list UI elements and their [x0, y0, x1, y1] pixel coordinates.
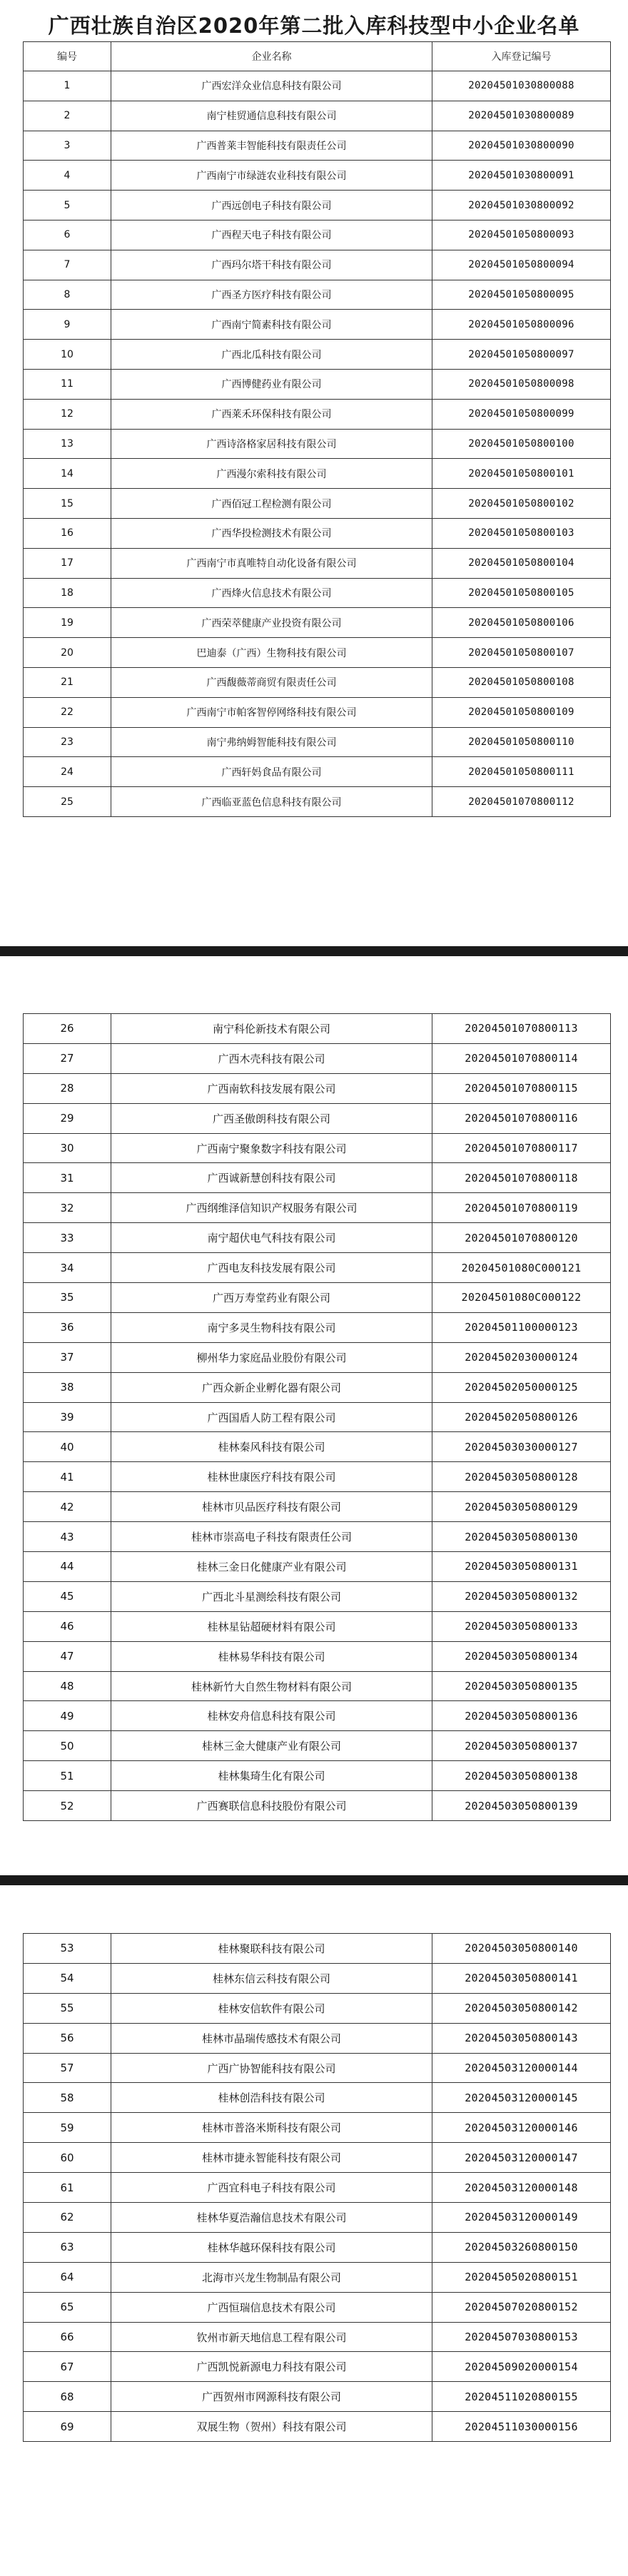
row-number: 62 [24, 2203, 111, 2233]
row-number: 14 [24, 459, 111, 489]
company-name: 桂林安舟信息科技有限公司 [111, 1701, 432, 1731]
registration-number: 20204503050800143 [432, 2023, 611, 2053]
registration-number: 20204501050800106 [432, 608, 611, 638]
company-table-part-2 [23, 1013, 611, 1821]
table-row [24, 727, 611, 757]
row-number: 10 [24, 340, 111, 370]
table-row [24, 1402, 611, 1432]
registration-number: 20204501050800093 [432, 220, 611, 250]
table-row [24, 1014, 611, 1044]
company-name: 桂林三金日化健康产业有限公司 [111, 1552, 432, 1582]
company-name: 北海市兴龙生物制品有限公司 [111, 2262, 432, 2292]
row-number: 59 [24, 2113, 111, 2143]
company-name: 桂林华夏浩瀚信息技术有限公司 [111, 2203, 432, 2233]
table-row [24, 697, 611, 727]
registration-number: 20204503260800150 [432, 2232, 611, 2262]
registration-number: 20204511030000156 [432, 2412, 611, 2442]
table-row [24, 1993, 611, 2023]
company-name: 广西漫尔索科技有限公司 [111, 459, 432, 489]
row-number: 20 [24, 638, 111, 668]
row-number: 64 [24, 2262, 111, 2292]
table-row [24, 1963, 611, 1993]
company-name: 广西宜科电子科技有限公司 [111, 2173, 432, 2203]
row-number: 58 [24, 2083, 111, 2113]
table-row [24, 2352, 611, 2382]
company-name: 广西北瓜科技有限公司 [111, 340, 432, 370]
table-row [24, 101, 611, 131]
table-row [24, 608, 611, 638]
table-row [24, 667, 611, 697]
company-name: 广西馥薇蒂商贸有限责任公司 [111, 667, 432, 697]
company-name: 南宁桂贸通信息科技有限公司 [111, 101, 432, 131]
company-name: 广西电友科技发展有限公司 [111, 1253, 432, 1283]
company-name: 广西南宁聚象数字科技有限公司 [111, 1133, 432, 1163]
table-row [24, 1342, 611, 1372]
row-number: 2 [24, 101, 111, 131]
company-name: 桂林市崇高电子科技有限责任公司 [111, 1522, 432, 1552]
registration-number: 20204505020800151 [432, 2262, 611, 2292]
registration-number: 20204503050800138 [432, 1761, 611, 1791]
registration-number: 20204501050800109 [432, 697, 611, 727]
table-row [24, 1043, 611, 1073]
company-name: 广西荣萃健康产业投资有限公司 [111, 608, 432, 638]
row-number: 48 [24, 1671, 111, 1701]
registration-number: 20204503050800130 [432, 1522, 611, 1552]
row-number: 34 [24, 1253, 111, 1283]
registration-number: 20204503050800128 [432, 1462, 611, 1492]
row-number: 38 [24, 1372, 111, 1402]
company-name: 广西临亚蓝色信息科技有限公司 [111, 787, 432, 817]
row-number: 25 [24, 787, 111, 817]
registration-number: 20204511020800155 [432, 2382, 611, 2412]
registration-number: 20204501050800107 [432, 638, 611, 668]
registration-number: 20204501050800108 [432, 667, 611, 697]
table-row [24, 191, 611, 220]
company-name: 桂林世康医疗科技有限公司 [111, 1462, 432, 1492]
table-row [24, 2232, 611, 2262]
table-row [24, 2143, 611, 2173]
company-name: 广西诗洛格家居科技有限公司 [111, 429, 432, 459]
table-row [24, 2322, 611, 2352]
row-number: 40 [24, 1432, 111, 1462]
row-number: 61 [24, 2173, 111, 2203]
row-number: 21 [24, 667, 111, 697]
row-number: 26 [24, 1014, 111, 1044]
row-number: 3 [24, 131, 111, 161]
company-name: 广西博健药业有限公司 [111, 369, 432, 399]
row-number: 15 [24, 489, 111, 519]
company-name: 广西北斗星测绘科技有限公司 [111, 1581, 432, 1611]
registration-number: 20204509020000154 [432, 2352, 611, 2382]
registration-number: 20204501080C000121 [432, 1253, 611, 1283]
registration-number: 20204502030000124 [432, 1342, 611, 1372]
company-name: 广西玛尔塔干科技有限公司 [111, 250, 432, 280]
table-row [24, 1731, 611, 1761]
table-row [24, 2173, 611, 2203]
registration-number: 20204501030800092 [432, 191, 611, 220]
table-row [24, 1133, 611, 1163]
registration-number: 20204507020800152 [432, 2292, 611, 2322]
row-number: 12 [24, 399, 111, 429]
table-row [24, 1522, 611, 1552]
registration-number: 20204501070800119 [432, 1193, 611, 1223]
table-row [24, 1791, 611, 1821]
row-number: 49 [24, 1701, 111, 1731]
table-row [24, 1103, 611, 1133]
table-row [24, 2203, 611, 2233]
table-row [24, 489, 611, 519]
row-number: 51 [24, 1761, 111, 1791]
registration-number: 20204503050800136 [432, 1701, 611, 1731]
registration-number: 20204501050800111 [432, 757, 611, 787]
company-name: 钦州市新天地信息工程有限公司 [111, 2322, 432, 2352]
registration-number: 20204501050800094 [432, 250, 611, 280]
table-row [24, 1372, 611, 1402]
row-number: 29 [24, 1103, 111, 1133]
registration-number: 20204503120000148 [432, 2173, 611, 2203]
row-number: 13 [24, 429, 111, 459]
company-name: 广西远创电子科技有限公司 [111, 191, 432, 220]
registration-number: 20204503120000146 [432, 2113, 611, 2143]
table-row [24, 1432, 611, 1462]
row-number: 5 [24, 191, 111, 220]
company-name: 柳州华力家庭品业股份有限公司 [111, 1342, 432, 1372]
company-name: 广西南宁市帕客智停网络科技有限公司 [111, 697, 432, 727]
company-name: 桂林东信云科技有限公司 [111, 1963, 432, 1993]
column-header-number: 编号 [24, 42, 111, 71]
row-number: 36 [24, 1312, 111, 1342]
registration-number: 20204503050800137 [432, 1731, 611, 1761]
registration-number: 20204501050800103 [432, 518, 611, 548]
row-number: 11 [24, 369, 111, 399]
table-row [24, 429, 611, 459]
table-row [24, 1312, 611, 1342]
company-name: 广西纲维泽信知识产权服务有限公司 [111, 1193, 432, 1223]
registration-number: 20204501050800104 [432, 548, 611, 578]
registration-number: 20204501050800105 [432, 578, 611, 608]
row-number: 39 [24, 1402, 111, 1432]
row-number: 60 [24, 2143, 111, 2173]
table-row [24, 2083, 611, 2113]
table-row [24, 340, 611, 370]
registration-number: 20204503120000144 [432, 2053, 611, 2083]
row-number: 44 [24, 1552, 111, 1582]
company-name: 广西万寿堂药业有限公司 [111, 1283, 432, 1313]
registration-number: 20204503050800140 [432, 1934, 611, 1964]
company-name: 桂林市贝品医疗科技有限公司 [111, 1492, 432, 1522]
row-number: 8 [24, 280, 111, 310]
row-number: 32 [24, 1193, 111, 1223]
table-row [24, 1073, 611, 1103]
row-number: 46 [24, 1611, 111, 1641]
row-number: 67 [24, 2352, 111, 2382]
company-name: 广西轩妈食品有限公司 [111, 757, 432, 787]
table-row [24, 1641, 611, 1671]
table-row [24, 71, 611, 101]
row-number: 31 [24, 1163, 111, 1193]
registration-number: 20204507030800153 [432, 2322, 611, 2352]
table-row [24, 2292, 611, 2322]
registration-number: 20204501070800116 [432, 1103, 611, 1133]
registration-number: 20204501050800102 [432, 489, 611, 519]
registration-number: 20204501100000123 [432, 1312, 611, 1342]
table-row [24, 1611, 611, 1641]
row-number: 50 [24, 1731, 111, 1761]
company-name: 桂林易华科技有限公司 [111, 1641, 432, 1671]
table-row [24, 1492, 611, 1522]
table-row [24, 1671, 611, 1701]
company-name: 巴迪泰（广西）生物科技有限公司 [111, 638, 432, 668]
company-name: 桂林三金大健康产业有限公司 [111, 1731, 432, 1761]
registration-number: 20204501030800089 [432, 101, 611, 131]
company-name: 双展生物（贺州）科技有限公司 [111, 2412, 432, 2442]
table-row [24, 1193, 611, 1223]
row-number: 63 [24, 2232, 111, 2262]
registration-number: 20204503120000147 [432, 2143, 611, 2173]
registration-number: 20204503050800142 [432, 1993, 611, 2023]
company-name: 桂林星钻超硬材料有限公司 [111, 1611, 432, 1641]
row-number: 24 [24, 757, 111, 787]
company-name: 广西赛联信息科技股份有限公司 [111, 1791, 432, 1821]
registration-number: 20204503030000127 [432, 1432, 611, 1462]
table-row [24, 161, 611, 191]
company-name: 桂林聚联科技有限公司 [111, 1934, 432, 1964]
table-header-row [24, 42, 611, 71]
registration-number: 20204501050800096 [432, 310, 611, 340]
registration-number: 20204501030800091 [432, 161, 611, 191]
company-name: 广西宏洋众业信息科技有限公司 [111, 71, 432, 101]
company-name: 广西广协智能科技有限公司 [111, 2053, 432, 2083]
registration-number: 20204503050800134 [432, 1641, 611, 1671]
row-number: 4 [24, 161, 111, 191]
registration-number: 20204501070800120 [432, 1223, 611, 1253]
registration-number: 20204501070800115 [432, 1073, 611, 1103]
company-name: 广西贺州市网源科技有限公司 [111, 2382, 432, 2412]
row-number: 6 [24, 220, 111, 250]
table-row [24, 518, 611, 548]
company-name: 广西恒瑞信息技术有限公司 [111, 2292, 432, 2322]
registration-number: 20204501050800099 [432, 399, 611, 429]
company-name: 桂林市晶瑞传感技术有限公司 [111, 2023, 432, 2053]
page-separator [0, 1875, 628, 1885]
table-row [24, 638, 611, 668]
table-row [24, 1253, 611, 1283]
table-row [24, 2023, 611, 2053]
registration-number: 20204501030800090 [432, 131, 611, 161]
table-row [24, 1223, 611, 1253]
table-row [24, 1581, 611, 1611]
row-number: 68 [24, 2382, 111, 2412]
company-name: 南宁多灵生物科技有限公司 [111, 1312, 432, 1342]
company-name: 桂林新竹大自然生物材料有限公司 [111, 1671, 432, 1701]
registration-number: 20204503050800141 [432, 1963, 611, 1993]
company-name: 广西木壳科技有限公司 [111, 1043, 432, 1073]
row-number: 28 [24, 1073, 111, 1103]
row-number: 54 [24, 1963, 111, 1993]
table-row [24, 1163, 611, 1193]
company-name: 广西圣方医疗科技有限公司 [111, 280, 432, 310]
registration-number: 20204501070800118 [432, 1163, 611, 1193]
company-name: 南宁超伏电气科技有限公司 [111, 1223, 432, 1253]
registration-number: 20204503050800131 [432, 1552, 611, 1582]
table-row [24, 399, 611, 429]
table-row [24, 280, 611, 310]
registration-number: 20204502050000125 [432, 1372, 611, 1402]
table-row [24, 2412, 611, 2442]
company-name: 广西圣傲朗科技有限公司 [111, 1103, 432, 1133]
company-name: 广西普莱丰智能科技有限责任公司 [111, 131, 432, 161]
row-number: 35 [24, 1283, 111, 1313]
row-number: 17 [24, 548, 111, 578]
company-table-part-3 [23, 1933, 611, 2442]
table-row [24, 2382, 611, 2412]
row-number: 18 [24, 578, 111, 608]
registration-number: 20204501050800098 [432, 369, 611, 399]
row-number: 66 [24, 2322, 111, 2352]
table-row [24, 2113, 611, 2143]
registration-number: 20204503050800135 [432, 1671, 611, 1701]
registration-number: 20204502050800126 [432, 1402, 611, 1432]
row-number: 43 [24, 1522, 111, 1552]
table-row [24, 1283, 611, 1313]
table-row [24, 757, 611, 787]
registration-number: 20204501050800110 [432, 727, 611, 757]
row-number: 45 [24, 1581, 111, 1611]
company-name: 广西佰冠工程检测有限公司 [111, 489, 432, 519]
registration-number: 20204501050800101 [432, 459, 611, 489]
row-number: 23 [24, 727, 111, 757]
table-row [24, 1701, 611, 1731]
company-name: 桂林秦风科技有限公司 [111, 1432, 432, 1462]
row-number: 33 [24, 1223, 111, 1253]
table-row [24, 2262, 611, 2292]
row-number: 37 [24, 1342, 111, 1372]
page-title: 广西壮族自治区2020年第二批入库科技型中小企业名单 [48, 14, 580, 38]
registration-number: 20204501070800117 [432, 1133, 611, 1163]
row-number: 22 [24, 697, 111, 727]
row-number: 1 [24, 71, 111, 101]
table-row [24, 459, 611, 489]
registration-number: 20204503120000149 [432, 2203, 611, 2233]
company-name: 南宁弗纳姆智能科技有限公司 [111, 727, 432, 757]
company-name: 桂林市捷永智能科技有限公司 [111, 2143, 432, 2173]
table-row [24, 310, 611, 340]
registration-number: 20204503050800139 [432, 1791, 611, 1821]
row-number: 7 [24, 250, 111, 280]
company-table-part-1 [23, 41, 611, 817]
registration-number: 20204501070800114 [432, 1043, 611, 1073]
registration-number: 20204503050800132 [432, 1581, 611, 1611]
company-name: 桂林华越环保科技有限公司 [111, 2232, 432, 2262]
company-name: 广西国盾人防工程有限公司 [111, 1402, 432, 1432]
row-number: 16 [24, 518, 111, 548]
company-name: 广西程天电子科技有限公司 [111, 220, 432, 250]
registration-number: 20204501080C000122 [432, 1283, 611, 1313]
registration-number: 20204501050800100 [432, 429, 611, 459]
row-number: 41 [24, 1462, 111, 1492]
company-name: 广西南软科技发展有限公司 [111, 1073, 432, 1103]
registration-number: 20204501030800088 [432, 71, 611, 101]
company-name: 广西烽火信息技术有限公司 [111, 578, 432, 608]
row-number: 19 [24, 608, 111, 638]
registration-number: 20204503050800133 [432, 1611, 611, 1641]
table-row [24, 220, 611, 250]
row-number: 69 [24, 2412, 111, 2442]
company-name: 桂林市普洛米斯科技有限公司 [111, 2113, 432, 2143]
registration-number: 20204501070800113 [432, 1014, 611, 1044]
registration-number: 20204503050800129 [432, 1492, 611, 1522]
company-name: 广西华投检测技术有限公司 [111, 518, 432, 548]
company-name: 南宁科伦新技术有限公司 [111, 1014, 432, 1044]
company-name: 桂林安信软件有限公司 [111, 1993, 432, 2023]
registration-number: 20204501050800097 [432, 340, 611, 370]
registration-number: 20204501070800112 [432, 787, 611, 817]
row-number: 53 [24, 1934, 111, 1964]
table-row [24, 787, 611, 817]
row-number: 52 [24, 1791, 111, 1821]
row-number: 65 [24, 2292, 111, 2322]
table-row [24, 1462, 611, 1492]
company-name: 桂林创浩科技有限公司 [111, 2083, 432, 2113]
table-row [24, 1761, 611, 1791]
table-row [24, 1934, 611, 1964]
row-number: 27 [24, 1043, 111, 1073]
company-name: 广西凯悦新源电力科技有限公司 [111, 2352, 432, 2382]
registration-number: 20204503120000145 [432, 2083, 611, 2113]
row-number: 55 [24, 1993, 111, 2023]
company-name: 广西南宁简素科技有限公司 [111, 310, 432, 340]
table-row [24, 578, 611, 608]
table-row [24, 548, 611, 578]
table-row [24, 131, 611, 161]
table-row [24, 1552, 611, 1582]
table-row [24, 2053, 611, 2083]
page-separator [0, 946, 628, 956]
row-number: 56 [24, 2023, 111, 2053]
table-row [24, 250, 611, 280]
column-header-registration: 入库登记编号 [432, 42, 611, 71]
company-name: 广西诚新慧创科技有限公司 [111, 1163, 432, 1193]
row-number: 30 [24, 1133, 111, 1163]
row-number: 9 [24, 310, 111, 340]
table-row [24, 369, 611, 399]
company-name: 广西众新企业孵化器有限公司 [111, 1372, 432, 1402]
registration-number: 20204501050800095 [432, 280, 611, 310]
company-name: 桂林集琦生化有限公司 [111, 1761, 432, 1791]
row-number: 57 [24, 2053, 111, 2083]
company-name: 广西莱禾环保科技有限公司 [111, 399, 432, 429]
row-number: 47 [24, 1641, 111, 1671]
company-name: 广西南宁市真唯特自动化设备有限公司 [111, 548, 432, 578]
company-name: 广西南宁市绿涟农业科技有限公司 [111, 161, 432, 191]
row-number: 42 [24, 1492, 111, 1522]
column-header-company: 企业名称 [111, 42, 432, 71]
